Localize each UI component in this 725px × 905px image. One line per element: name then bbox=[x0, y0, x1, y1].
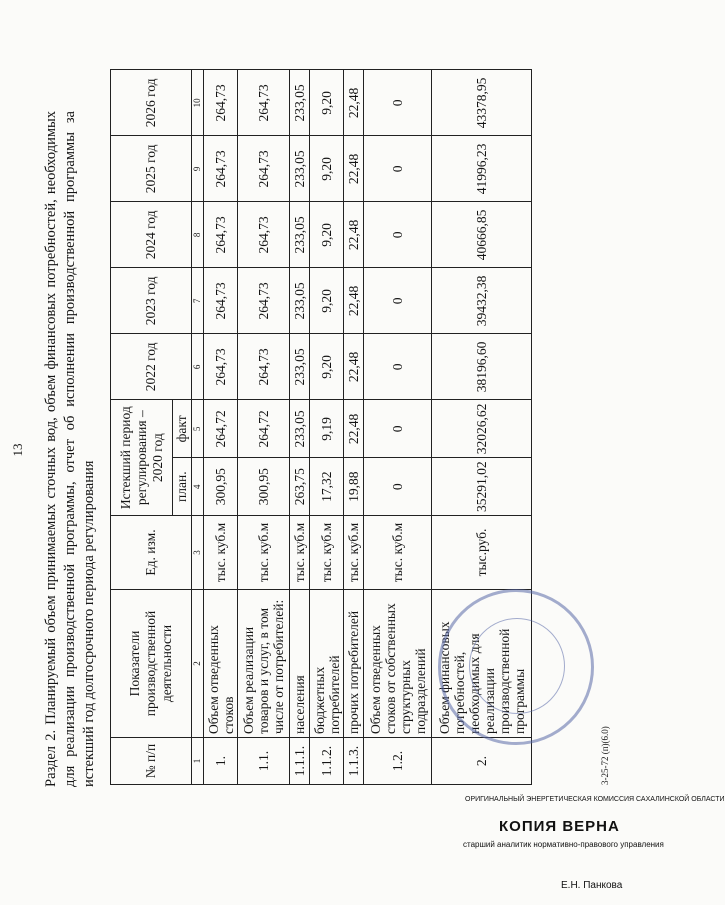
stamp-title: КОПИЯ ВЕРНА bbox=[499, 818, 620, 835]
row-unit: тыс. куб.м bbox=[204, 516, 238, 590]
table-row bbox=[344, 70, 364, 785]
row-2026: 9,20 bbox=[310, 70, 344, 136]
row-num: 2. bbox=[432, 738, 532, 785]
row-2026: 0 bbox=[364, 70, 432, 136]
row-2022: 233,05 bbox=[290, 334, 310, 400]
row-2026: 233,05 bbox=[290, 70, 310, 136]
row-2024: 9,20 bbox=[310, 202, 344, 268]
row-plan: 300,95 bbox=[238, 458, 290, 516]
row-2026: 22,48 bbox=[344, 70, 364, 136]
row-name: Объем финансовых потребностей, необходимых для реализации производственной программы bbox=[432, 590, 532, 738]
row-plan: 263,75 bbox=[290, 458, 310, 516]
stamp-org: ОРИГИНАЛЬНЫЙ ЭНЕРГЕТИЧЕСКАЯ КОМИССИЯ САХАЛИНСКОЙ ОБЛАСТИ bbox=[465, 796, 725, 803]
row-num: 1. bbox=[204, 738, 238, 785]
row-2022: 22,48 bbox=[344, 334, 364, 400]
row-2026: 264,73 bbox=[238, 70, 290, 136]
header-period: Истекший период регулирования – 2020 год bbox=[111, 400, 173, 516]
row-num: 1.1. bbox=[238, 738, 290, 785]
row-2023: 264,73 bbox=[204, 268, 238, 334]
header-2025: 2025 год bbox=[111, 136, 192, 202]
header-fact: факт bbox=[173, 400, 192, 458]
document-code: 3-25-72 (п)(6.0) bbox=[600, 726, 610, 785]
round-seal bbox=[438, 589, 594, 745]
row-name: бюджетных потребителей bbox=[310, 590, 344, 738]
row-2025: 41996,23 bbox=[432, 136, 532, 202]
header-2024: 2024 год bbox=[111, 202, 192, 268]
row-fact: 264,72 bbox=[238, 400, 290, 458]
row-num: 1.2. bbox=[364, 738, 432, 785]
row-2025: 22,48 bbox=[344, 136, 364, 202]
row-unit: тыс. куб.м bbox=[290, 516, 310, 590]
round-seal-inner bbox=[469, 618, 565, 714]
row-fact: 22,48 bbox=[344, 400, 364, 458]
row-fact: 9,19 bbox=[310, 400, 344, 458]
row-fact: 0 bbox=[364, 400, 432, 458]
col-index: 10 bbox=[192, 70, 204, 136]
page-number: 13 bbox=[10, 443, 25, 457]
row-fact: 32026,62 bbox=[432, 400, 532, 458]
row-name: населения bbox=[290, 590, 310, 738]
row-fact: 264,72 bbox=[204, 400, 238, 458]
stamp-role: старший аналитик нормативно-правового управления bbox=[463, 840, 664, 849]
row-2025: 264,73 bbox=[238, 136, 290, 202]
row-plan: 35291,02 bbox=[432, 458, 532, 516]
col-index: 4 bbox=[192, 458, 204, 516]
header-2023: 2023 год bbox=[111, 268, 192, 334]
header-num: № п/п bbox=[111, 738, 192, 785]
col-index: 7 bbox=[192, 268, 204, 334]
section-heading: Раздел 2. Планируемый объем принимаемых сточных вод, объем финансовых потребностей, необходимых для реализации производственной программы, отчет об исполнении производственной программы за истекший год долгосрочного периода регулирования bbox=[43, 111, 97, 787]
row-plan: 17,32 bbox=[310, 458, 344, 516]
table-row bbox=[364, 70, 432, 785]
row-name: прочих потребителей bbox=[344, 590, 364, 738]
row-unit: тыс.руб. bbox=[432, 516, 532, 590]
col-index: 9 bbox=[192, 136, 204, 202]
header-indicator: Показатели производственной деятельности bbox=[111, 590, 192, 738]
row-2023: 264,73 bbox=[238, 268, 290, 334]
row-2025: 264,73 bbox=[204, 136, 238, 202]
table-row bbox=[290, 70, 310, 785]
table-row bbox=[310, 70, 344, 785]
col-index: 3 bbox=[192, 516, 204, 590]
column-index-row bbox=[192, 70, 204, 785]
row-name: Объем отведенных стоков bbox=[204, 590, 238, 738]
row-2023: 0 bbox=[364, 268, 432, 334]
row-unit: тыс. куб.м bbox=[344, 516, 364, 590]
row-2024: 264,73 bbox=[238, 202, 290, 268]
row-unit: тыс. куб.м bbox=[364, 516, 432, 590]
row-plan: 19,88 bbox=[344, 458, 364, 516]
row-2024: 264,73 bbox=[204, 202, 238, 268]
row-2025: 233,05 bbox=[290, 136, 310, 202]
row-fact: 233,05 bbox=[290, 400, 310, 458]
row-num: 1.1.3. bbox=[344, 738, 364, 785]
row-plan: 300,95 bbox=[204, 458, 238, 516]
row-num: 1.1.1. bbox=[290, 738, 310, 785]
header-unit: Ед. изм. bbox=[111, 516, 192, 590]
row-2022: 264,73 bbox=[238, 334, 290, 400]
row-2026: 264,73 bbox=[204, 70, 238, 136]
row-num: 1.1.2. bbox=[310, 738, 344, 785]
row-2024: 0 bbox=[364, 202, 432, 268]
row-2025: 0 bbox=[364, 136, 432, 202]
header-2022: 2022 год bbox=[111, 334, 192, 400]
header-plan: план. bbox=[173, 458, 192, 516]
col-index: 5 bbox=[192, 400, 204, 458]
stamp-signer: Е.Н. Панкова bbox=[561, 880, 623, 891]
table-row bbox=[238, 70, 290, 785]
row-2022: 38196,60 bbox=[432, 334, 532, 400]
row-2023: 9,20 bbox=[310, 268, 344, 334]
row-2024: 233,05 bbox=[290, 202, 310, 268]
col-index: 8 bbox=[192, 202, 204, 268]
row-plan: 0 bbox=[364, 458, 432, 516]
row-unit: тыс. куб.м bbox=[310, 516, 344, 590]
row-2022: 264,73 bbox=[204, 334, 238, 400]
table-row bbox=[204, 70, 238, 785]
row-2026: 43378,95 bbox=[432, 70, 532, 136]
row-2025: 9,20 bbox=[310, 136, 344, 202]
col-index: 1 bbox=[192, 738, 204, 785]
col-index: 2 bbox=[192, 590, 204, 738]
row-2023: 39432,38 bbox=[432, 268, 532, 334]
header-2026: 2026 год bbox=[111, 70, 192, 136]
copy-certified-stamp bbox=[461, 792, 725, 904]
row-name: Объем отведенных стоков от собственных структурных подразделений bbox=[364, 590, 432, 738]
row-name: Объем реализации товаров и услуг, в том числе от потребителей: bbox=[238, 590, 290, 738]
row-2024: 22,48 bbox=[344, 202, 364, 268]
row-unit: тыс. куб.м bbox=[238, 516, 290, 590]
row-2022: 0 bbox=[364, 334, 432, 400]
row-2023: 233,05 bbox=[290, 268, 310, 334]
row-2024: 40666,85 bbox=[432, 202, 532, 268]
col-index: 6 bbox=[192, 334, 204, 400]
row-2023: 22,48 bbox=[344, 268, 364, 334]
row-2022: 9,20 bbox=[310, 334, 344, 400]
